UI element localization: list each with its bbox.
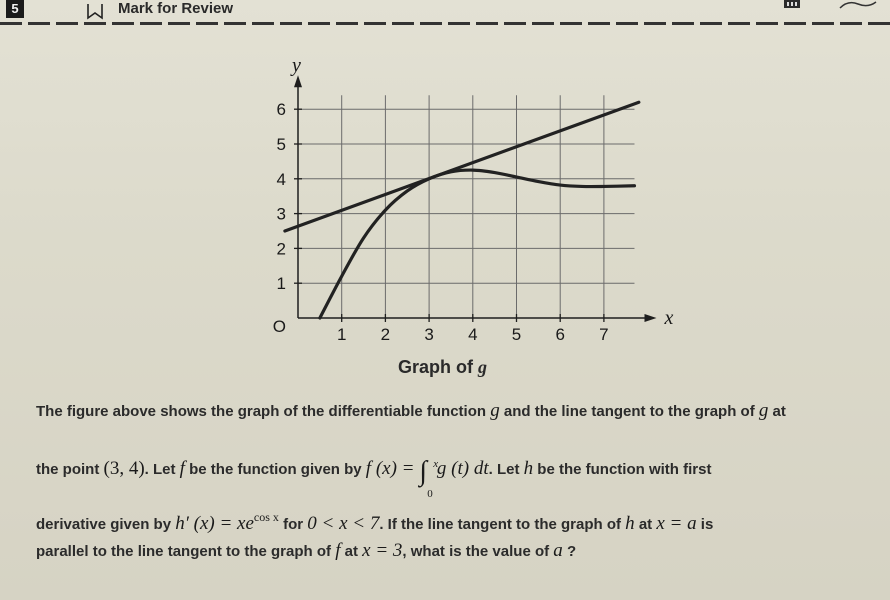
question-text-segment: , what is the value of [402, 543, 554, 560]
question-line-1 [36, 398, 786, 425]
question-text-segment: the point [36, 461, 104, 478]
function-f: f [179, 458, 185, 479]
x-tick-label: 4 [468, 325, 478, 344]
origin-label: O [272, 317, 286, 336]
integral-lower-bound: 0 [427, 488, 433, 500]
graph-caption-prefix: Graph of [398, 357, 478, 377]
y-axis-label: y [292, 54, 301, 77]
f-definition: f (x) = [365, 458, 415, 479]
tangent-point: (3, 4) [103, 458, 145, 479]
x-axis-arrow [644, 314, 656, 322]
integrand: g (t) dt [436, 458, 489, 479]
graph-axes [294, 75, 656, 322]
x-tick-label: 1 [336, 325, 347, 344]
integral-sign: ∫ x 0 [419, 462, 437, 482]
question-text-segment: derivative given by [36, 516, 176, 533]
x-tick-label: 3 [424, 325, 434, 344]
h-prime-definition: h′ (x) = xe [175, 513, 254, 534]
question-line-4 [36, 538, 576, 565]
x-equals-a: x = a [656, 513, 697, 534]
domain-range: 0 < x < 7 [307, 513, 380, 534]
question-text-segment: and the line tangent to the graph of [499, 403, 759, 420]
question-text-segment: . Let [144, 461, 180, 478]
question-text-segment: at [768, 403, 786, 420]
x-equals-3: x = 3 [362, 540, 403, 561]
function-h: h [625, 513, 635, 534]
question-text-segment: is [696, 516, 714, 533]
integral-upper-bound: x [433, 458, 439, 470]
function-h: h [523, 458, 534, 479]
y-tick-label: 6 [276, 100, 286, 120]
x-tick-label: 6 [555, 325, 565, 344]
graph-caption [398, 357, 487, 378]
question-text-segment: be the function with first [533, 461, 712, 478]
y-axis-arrow [294, 75, 302, 87]
graph-curves [285, 102, 639, 318]
question-text-segment: for [278, 516, 308, 533]
question-text-segment: . Let [488, 461, 524, 478]
function-f: f [335, 540, 341, 561]
x-axis-label: x [664, 307, 674, 329]
function-g: g [758, 400, 769, 421]
curve-g [320, 170, 635, 318]
question-text-segment: parallel to the line tangent to the graph of [36, 543, 336, 560]
graph-caption-function: g [478, 357, 487, 377]
variable-a: a [553, 540, 563, 561]
function-g: g [490, 400, 500, 421]
y-tick-label: 4 [276, 169, 286, 189]
question-text-segment: at [634, 516, 657, 533]
exponent: cos x [253, 510, 279, 524]
y-tick-label: 5 [276, 135, 286, 154]
question-text-segment: The figure above shows the graph of the differentiable function [36, 403, 491, 420]
tangent-line [285, 102, 639, 231]
question-line-3 [36, 504, 713, 538]
question-text-segment: ? [562, 543, 577, 560]
y-tick-label: 1 [276, 274, 286, 294]
y-tick-label: 2 [276, 239, 286, 259]
x-tick-label: 5 [511, 325, 522, 344]
graph-ticks [294, 109, 604, 322]
question-text-segment: be the function given by [184, 461, 366, 478]
question-text-segment: at [340, 543, 363, 560]
mark-for-review-label[interactable]: Mark for Review [118, 0, 234, 17]
x-tick-label: 7 [599, 325, 609, 344]
y-tick-label: 3 [276, 204, 286, 224]
question-line-2 [36, 456, 712, 500]
x-tick-label: 2 [380, 325, 391, 344]
question-text-segment: . If the line tangent to the graph of [379, 516, 626, 533]
question-number: 5 [6, 0, 24, 18]
